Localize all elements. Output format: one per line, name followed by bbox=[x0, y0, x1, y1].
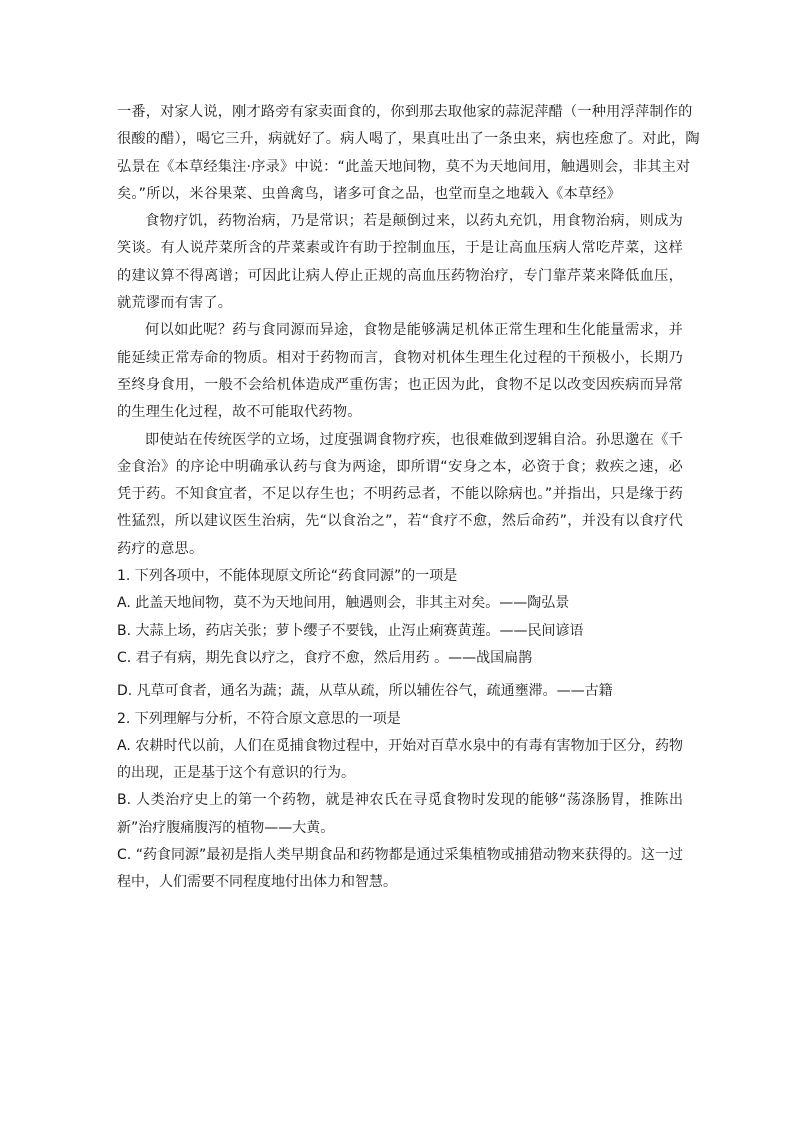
question-stem: 1. 下列各项中，不能体现原文所论“药食同源”的一项是 bbox=[117, 568, 458, 585]
passage-paragraph: 即使站在传统医学的立场，过度强调食物疗疾，也很难做到逻辑自洽。孙思邈在《千金食治》的序论中明确承认药与食为两途，即所谓“安身之本，必资于食；救疾之速，必凭于药。不知食宜者，不足以存生也；不明药忌者，不能以除病也。”并指出，只是缘于药性猛烈，所以建议医生治病，先“以食治之”，若“食疗不愈，然后命药”，并没有以食疗代药疗的意思。 bbox=[117, 431, 683, 557]
document-page bbox=[117, 99, 700, 897]
question-option: A. 农耕时代以前，人们在觅捕食物过程中，开始对百草水泉中的有毒有害物加于区分，药物的出现，正是基于这个有意识的行为。 bbox=[117, 737, 683, 782]
passage-line: 很酸的醋），喝它三升，病就好了。病人喝了，果真吐出了一条虫来，病也痊愈了。对此，陶 bbox=[117, 131, 700, 148]
question-option: C. 君子有病，期先食以疗之，食疗不愈，然后用药 。——战国扁鹊 bbox=[117, 649, 533, 666]
passage-paragraph: 食物疗饥，药物治病，乃是常识；若是颠倒过来，以药丸充饥，用食物治病，则成为笑谈。有人说芹菜所含的芹菜素或许有助于控制血压，于是让高血压病人常吃芹菜，这样的建议算不得离谱；可因此让病人停止正规的高血压药物治疗，专门靠芹菜来降低血压，就荒谬而有害了。 bbox=[117, 213, 683, 312]
question-option: C. “药食同源”最初是指人类早期食品和药物都是通过采集植物或捕猎动物来获得的。这一过程中，人们需要不同程度地付出体力和智慧。 bbox=[117, 847, 683, 891]
passage-line: 弘景在《本草经集注·序录》中说：“此盖天地间物，莫不为天地间用，触遇则会，非其主对 bbox=[117, 158, 691, 175]
passage-paragraph: 何以如此呢？药与食同源而异途，食物是能够满足机体正常生理和生化能量需求，并能延续正常寿命的物质。相对于药物而言，食物对机体生理生化过程的干预极小，长期乃至终身食用，一般不会给机体造成严重伤害；也正因为此，食物不足以改变因疾病而异常的生理生化过程，故不可能取代药物。 bbox=[117, 322, 683, 421]
question-stem: 2. 下列理解与分析，不符合原文意思的一项是 bbox=[117, 710, 401, 727]
question-option: D. 凡草可食者，通名为蔬；蔬，从草从疏，所以辅佐谷气，疏通壅滞。——古籍 bbox=[117, 683, 613, 700]
question-option: A. 此盖天地间物，莫不为天地间用，触遇则会，非其主对矣。——陶弘景 bbox=[117, 595, 570, 612]
passage-line: 一番，对家人说，刚才路旁有家卖面食的，你到那去取他家的蒜泥萍醋（一种用浮萍制作的 bbox=[117, 104, 693, 120]
question-option: B. 大蒜上场，药店关张；萝卜缨子不要钱，止泻止痢赛黄莲。——民间谚语 bbox=[117, 622, 584, 639]
question-option: B. 人类治疗史上的第一个药物，就是神农氏在寻觅食物时发现的能够“荡涤肠胃，推陈出新”治疗腹痛腹泻的植物——大黄。 bbox=[117, 792, 683, 836]
passage-line: 矣。”所以，米谷果菜、虫兽禽鸟，诸多可食之品，也堂而皇之地载入《本草经》 bbox=[117, 185, 622, 202]
